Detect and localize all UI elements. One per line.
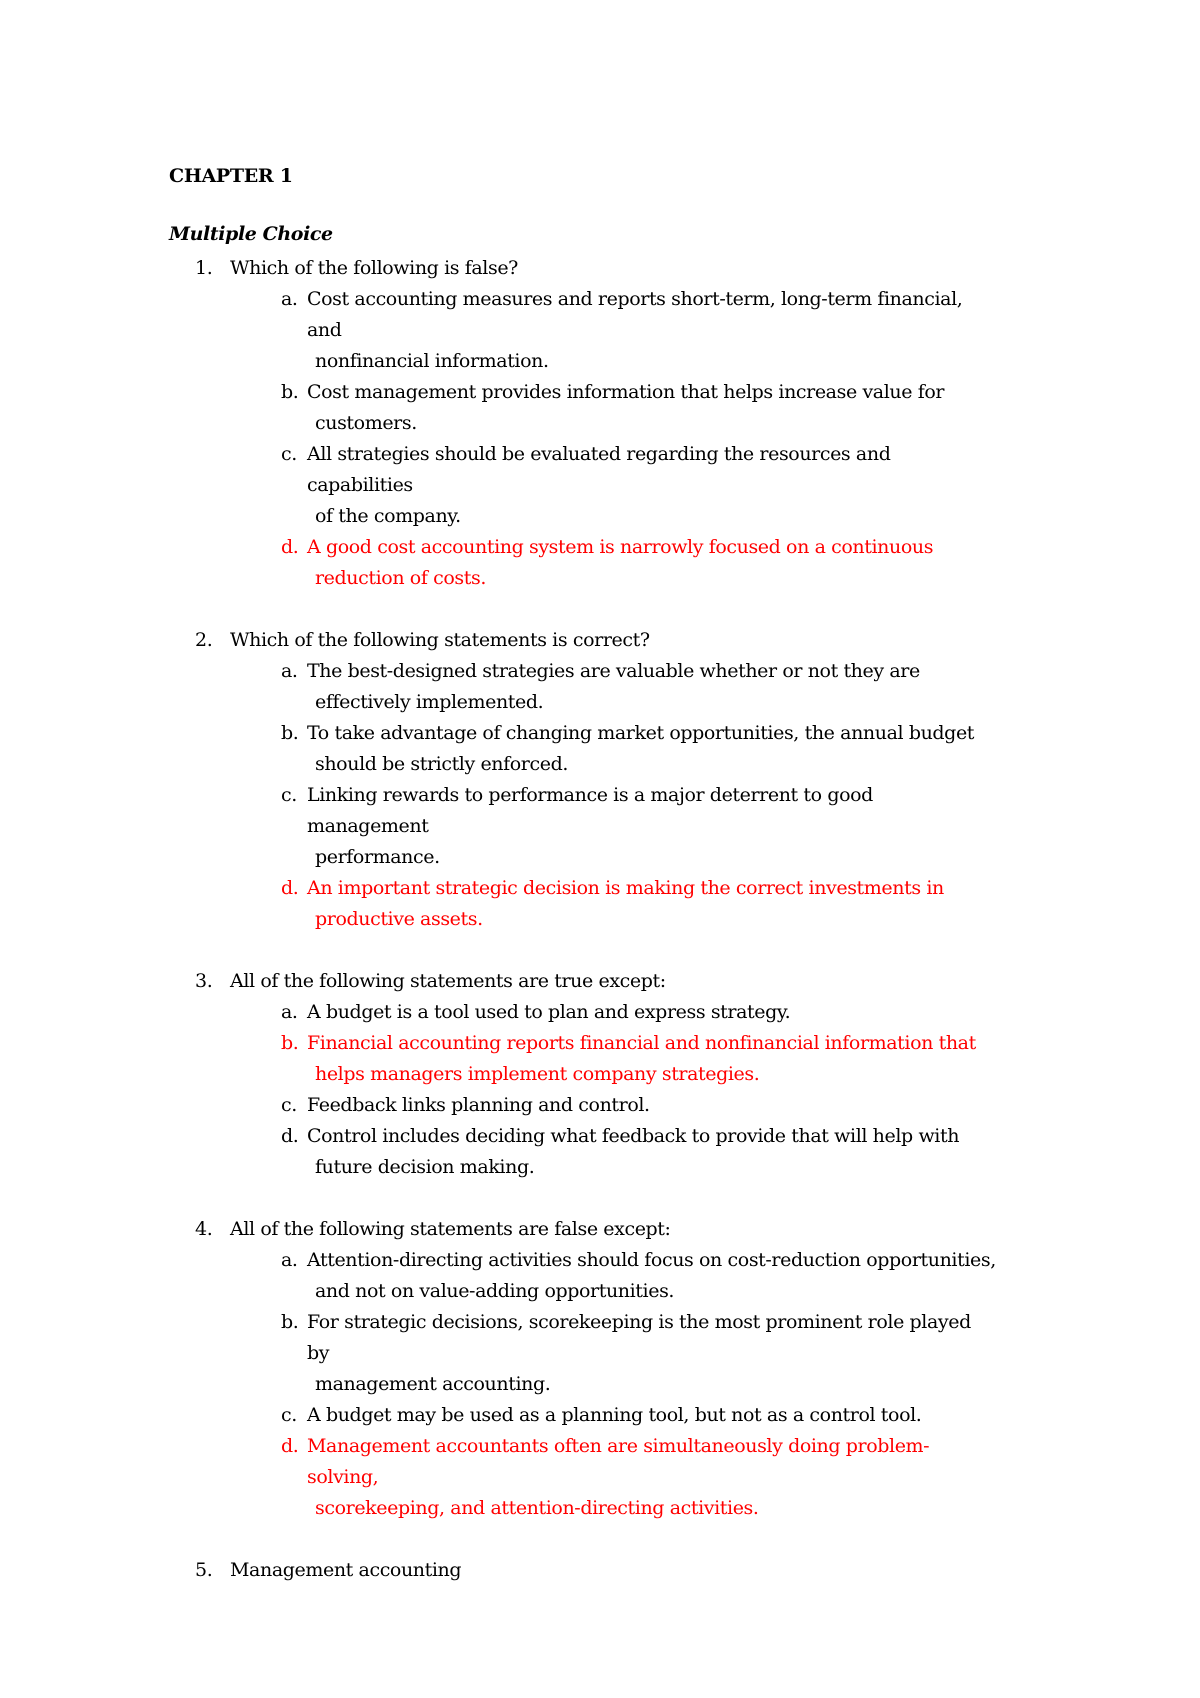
option-text: [307, 1121, 997, 1183]
option-letter: b.: [281, 1032, 299, 1054]
option-letter: c.: [281, 443, 297, 465]
option-text: [307, 1090, 997, 1121]
question-line: [169, 625, 1069, 656]
option-line-1: All strategies should be evaluated regarding the resources and capabilities: [307, 443, 891, 496]
question-2: [169, 625, 1069, 935]
option-d-correct-answer: [169, 873, 1069, 935]
option-d: [169, 1121, 1069, 1183]
option-letter: b.: [281, 1311, 299, 1333]
option-line-1: For strategic decisions, scorekeeping is the most prominent role played by: [307, 1311, 971, 1364]
option-b-correct-answer: [169, 1028, 1069, 1090]
question-text: All of the following statements are true except:: [230, 970, 666, 992]
question-number: 4.: [195, 1218, 213, 1240]
option-letter: d.: [281, 536, 299, 558]
option-letter: a.: [281, 1249, 298, 1271]
option-line-1: The best-designed strategies are valuable whether or not they are: [307, 660, 920, 682]
option-letter: a.: [281, 1001, 298, 1023]
option-line-2: productive assets.: [315, 908, 483, 930]
option-text: [307, 997, 997, 1028]
option-list: [169, 284, 1069, 594]
option-line-2: of the company.: [315, 505, 461, 527]
option-text: [307, 532, 997, 594]
option-letter: d.: [281, 1435, 299, 1457]
option-letter: c.: [281, 1094, 297, 1116]
option-line-2: customers.: [315, 412, 417, 434]
question-4: [169, 1214, 1069, 1524]
option-text: [307, 780, 997, 873]
option-letter: a.: [281, 288, 298, 310]
question-text: Which of the following statements is correct?: [230, 629, 650, 651]
option-text: [307, 656, 997, 718]
option-a: [169, 997, 1069, 1028]
option-line-1: Management accountants often are simultaneously doing problem-solving,: [307, 1435, 930, 1488]
option-line-1: A good cost accounting system is narrowly focused on a continuous: [307, 536, 934, 558]
chapter-title: CHAPTER 1: [169, 165, 293, 187]
option-c: [169, 439, 1069, 532]
option-letter: b.: [281, 722, 299, 744]
option-d-correct-answer: [169, 1431, 1069, 1524]
option-text: [307, 1028, 997, 1090]
question-number: 1.: [195, 257, 213, 279]
option-c: [169, 780, 1069, 873]
question-number: 2.: [195, 629, 213, 651]
option-line-1: Attention-directing activities should focus on cost-reduction opportunities,: [307, 1249, 996, 1271]
option-text: [307, 1307, 997, 1400]
option-line-1: Control includes deciding what feedback to provide that will help with: [307, 1125, 960, 1147]
option-d-correct-answer: [169, 532, 1069, 594]
option-letter: b.: [281, 381, 299, 403]
option-line-2: should be strictly enforced.: [315, 753, 568, 775]
question-text: All of the following statements are false except:: [230, 1218, 671, 1240]
option-line-2: performance.: [315, 846, 440, 868]
option-line-1: Feedback links planning and control.: [307, 1094, 650, 1116]
option-text: [307, 1245, 997, 1307]
question-text: Which of the following is false?: [230, 257, 518, 279]
option-b: [169, 377, 1069, 439]
option-letter: c.: [281, 784, 297, 806]
question-1: [169, 253, 1069, 594]
option-line-2: effectively implemented.: [315, 691, 544, 713]
question-number: 5.: [195, 1559, 213, 1581]
option-text: [307, 284, 997, 377]
option-a: [169, 284, 1069, 377]
option-list: [169, 1245, 1069, 1524]
option-line-1: Cost management provides information that helps increase value for: [307, 381, 945, 403]
question-line: [169, 253, 1069, 284]
option-text: [307, 377, 997, 439]
option-line-2: reduction of costs.: [315, 567, 486, 589]
option-line-1: An important strategic decision is making the correct investments in: [307, 877, 944, 899]
question-number: 3.: [195, 970, 213, 992]
option-line-1: To take advantage of changing market opportunities, the annual budget: [307, 722, 975, 744]
option-c: [169, 1090, 1069, 1121]
option-line-2: management accounting.: [315, 1373, 551, 1395]
option-list: [169, 656, 1069, 935]
option-letter: d.: [281, 1125, 299, 1147]
option-letter: a.: [281, 660, 298, 682]
option-letter: d.: [281, 877, 299, 899]
option-line-1: A budget may be used as a planning tool, but not as a control tool.: [307, 1404, 922, 1426]
option-a: [169, 656, 1069, 718]
option-b: [169, 1307, 1069, 1400]
option-line-2: and not on value-adding opportunities.: [315, 1280, 675, 1302]
option-text: [307, 718, 997, 780]
question-5: [169, 1555, 1069, 1586]
question-list: [169, 253, 1069, 1617]
option-text: [307, 1400, 997, 1431]
question-text: Management accounting: [230, 1559, 462, 1581]
option-text: [307, 873, 997, 935]
section-heading: Multiple Choice: [169, 223, 333, 245]
option-line-1: A budget is a tool used to plan and express strategy.: [307, 1001, 791, 1023]
option-text: [307, 1431, 997, 1524]
question-line: [169, 1555, 1069, 1586]
option-b: [169, 718, 1069, 780]
option-line-2: scorekeeping, and attention-directing activities.: [315, 1497, 759, 1519]
option-a: [169, 1245, 1069, 1307]
question-3: [169, 966, 1069, 1183]
option-line-1: Financial accounting reports financial and nonfinancial information that: [307, 1032, 976, 1054]
option-line-2: future decision making.: [315, 1156, 535, 1178]
option-line-1: Linking rewards to performance is a major deterrent to good management: [307, 784, 873, 837]
option-c: [169, 1400, 1069, 1431]
option-list: [169, 997, 1069, 1183]
question-line: [169, 1214, 1069, 1245]
option-line-2: nonfinancial information.: [315, 350, 549, 372]
option-line-2: helps managers implement company strategies.: [315, 1063, 760, 1085]
option-letter: c.: [281, 1404, 297, 1426]
option-line-1: Cost accounting measures and reports short-term, long-term financial, and: [307, 288, 963, 341]
question-line: [169, 966, 1069, 997]
option-text: [307, 439, 997, 532]
